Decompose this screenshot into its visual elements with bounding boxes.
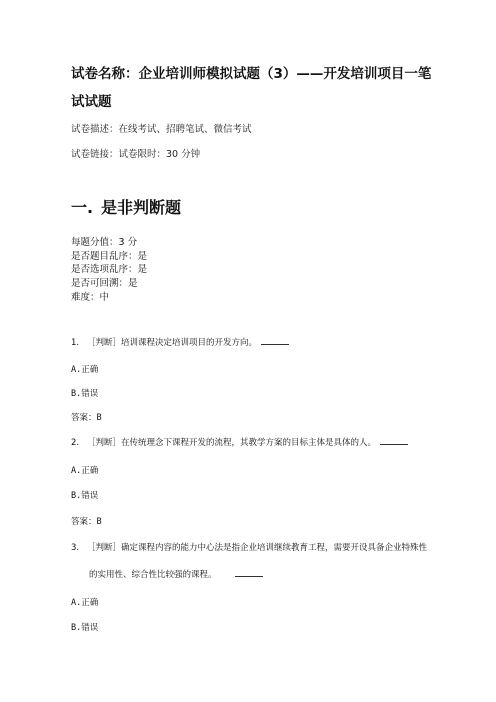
question-number: 2.	[71, 438, 80, 448]
question-number: 1.	[71, 338, 80, 348]
question-3-option-a: A.正确	[71, 598, 99, 608]
difficulty: 难度：中	[71, 291, 110, 303]
question-2	[71, 436, 408, 448]
section-number: 一.	[71, 198, 94, 217]
exam-title-line2: 试试题	[71, 94, 112, 110]
exam-settings	[71, 236, 147, 305]
question-2-option-b: B.错误	[71, 491, 99, 501]
question-1-answer: 答案：B	[71, 413, 102, 423]
question-3-option-b: B.错误	[71, 623, 99, 633]
section-heading	[71, 195, 181, 218]
exam-link-info: 试卷链接：试卷限时：30 分钟	[71, 149, 201, 160]
answer-blank	[261, 336, 289, 345]
question-3	[71, 541, 427, 553]
question-text: ［判断］培训课程决定培训项目的开发方向。	[87, 338, 258, 348]
shuffle-questions: 是否题目乱序：是	[71, 250, 148, 262]
question-1-option-a: A.正确	[71, 365, 99, 375]
exam-description: 试卷描述：在线考试、招聘笔试、微信考试	[71, 124, 252, 135]
exam-title-line1: 试卷名称：企业培训师模拟试题（3）——开发培训项目一笔	[71, 66, 432, 82]
question-text-continued: 的实用性、综合性比较强的课程。	[89, 570, 217, 580]
question-text: ［判断］在传统理念下课程开发的流程，其教学方案的目标主体是具体的人。	[87, 438, 377, 448]
question-1-option-b: B.错误	[71, 389, 99, 399]
question-3-continuation	[89, 568, 263, 580]
shuffle-options: 是否选项乱序：是	[71, 264, 148, 276]
question-2-answer: 答案：B	[71, 517, 102, 527]
answer-blank	[380, 436, 408, 445]
score-per-question: 每题分值：3 分	[71, 237, 138, 248]
question-text: ［判断］确定课程内容的能力中心法是指企业培训继续教育工程，需要开设具备企业特殊性	[87, 543, 428, 553]
question-1	[71, 336, 289, 348]
answer-blank	[235, 568, 263, 577]
question-number: 3.	[71, 543, 80, 553]
question-2-option-a: A.正确	[71, 466, 99, 476]
section-title: 是非判断题	[101, 198, 182, 217]
allow-review: 是否可回溯：是	[71, 278, 138, 290]
